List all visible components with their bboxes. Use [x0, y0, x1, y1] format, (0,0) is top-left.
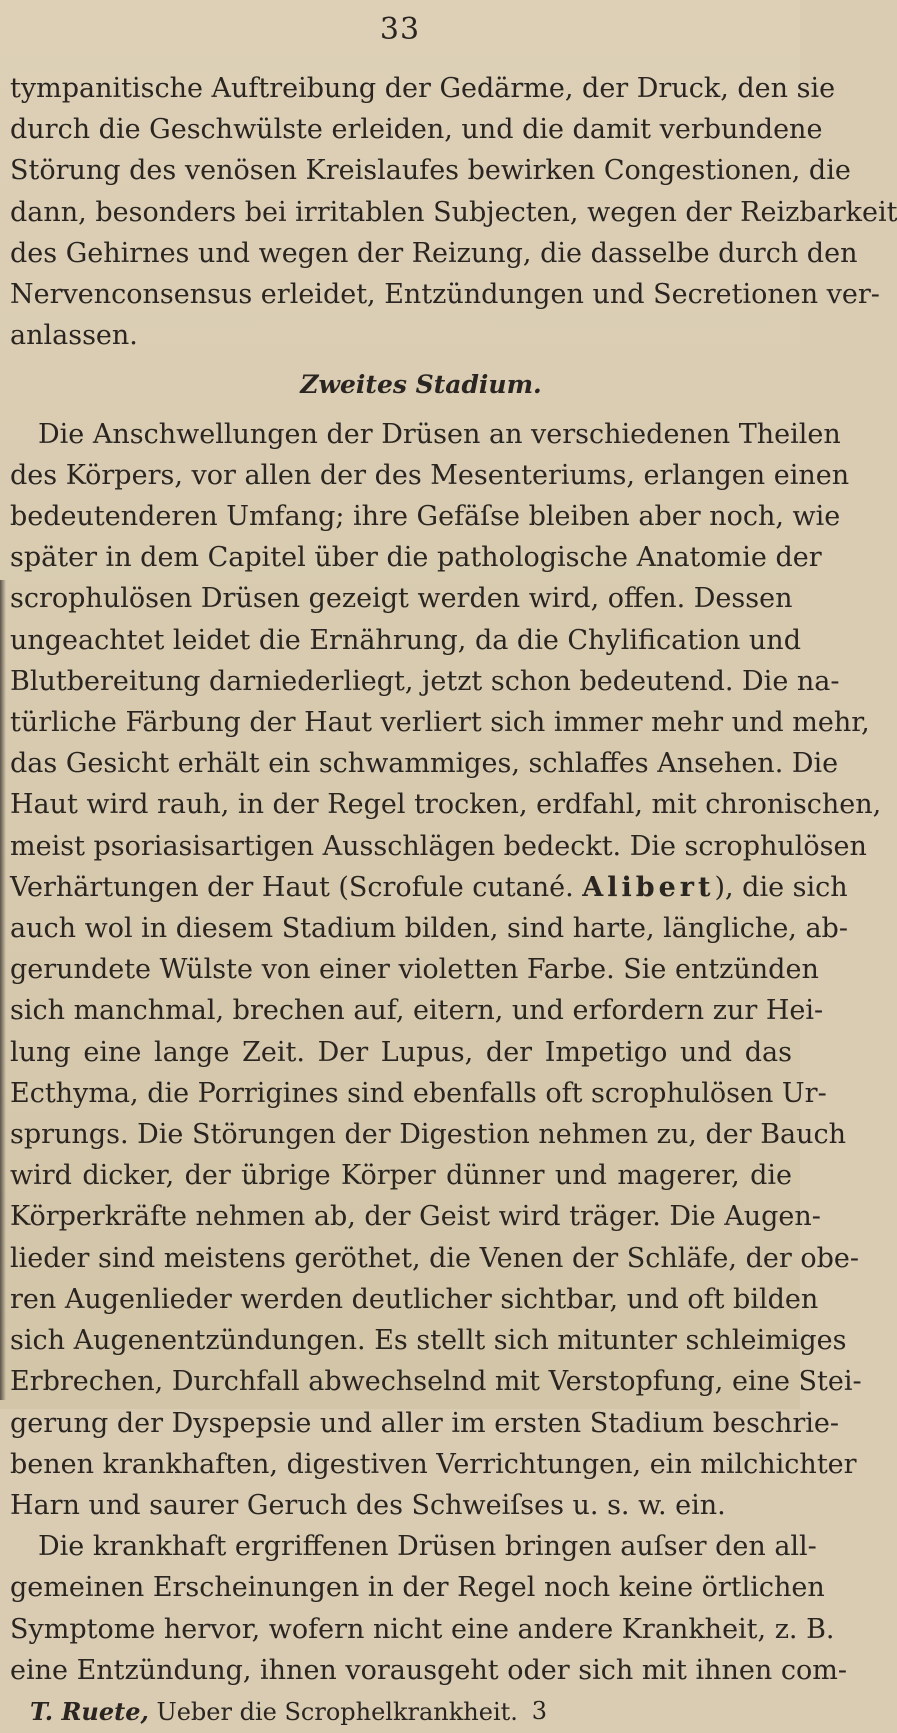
text-line: auch wol in diesem Stadium bilden, sind harte, längliche, ab-: [10, 913, 848, 945]
text-line: gerung der Dyspepsie und aller im ersten Stadium beschrie-: [10, 1407, 839, 1439]
text-line: eine Entzündung, ihnen vorausgeht oder sich mit ihnen com-: [10, 1654, 847, 1686]
text-line: des Gehirnes und wegen der Reizung, die dasselbe durch den: [10, 237, 858, 269]
page-edge-shadow: [0, 580, 6, 1400]
text-line-alibert: [10, 867, 848, 908]
text-line: ren Augenlieder werden deutlicher sichtbar, und oft bilden: [10, 1283, 819, 1315]
body-text: [10, 68, 897, 1733]
text-line: sich manchmal, brechen auf, eitern, und erfordern zur Hei-: [10, 995, 824, 1027]
text-line: lung eine lange Zeit. Der Lupus, der Impetigo und das: [10, 1036, 792, 1068]
text-line: scrophulösen Drüsen gezeigt werden wird, offen. Dessen: [10, 583, 793, 615]
text-line: benen krankhaften, digestiven Verrichtungen, ein milchichter: [10, 1448, 857, 1480]
section-heading: Zweites Stadium.: [300, 370, 542, 400]
text-line: Symptome hervor, wofern nicht eine andere Krankheit, z. B.: [10, 1613, 835, 1645]
text-line: Körperkräfte nehmen ab, der Geist wird träger. Die Augen-: [10, 1201, 821, 1233]
text-line: Die krankhaft ergriffenen Drüsen bringen auſser den all-: [38, 1531, 817, 1563]
footer-citation: [30, 1691, 518, 1733]
text-line: Erbrechen, Durchfall abwechselnd mit Verstopfung, eine Stei-: [10, 1366, 862, 1398]
text-line: ungeachtet leidet die Ernährung, da die Chylification und: [10, 624, 801, 656]
text-line: wird dicker, der übrige Körper dünner und magerer, die: [10, 1160, 792, 1192]
text-line: Harn und saurer Geruch des Schweiſses u. s. w. ein.: [10, 1489, 726, 1521]
page-footer: [10, 1691, 792, 1733]
text-fragment: Verhärtungen der Haut (Scrofule cutané.: [10, 871, 583, 903]
text-line: Ecthyma, die Porrigines sind ebenfalls oft scrophulösen Ur-: [10, 1077, 827, 1109]
page-number: 33: [379, 12, 421, 47]
text-line: gerundete Wülste von einer violetten Farbe. Sie entzünden: [10, 954, 819, 986]
text-line: Störung des venösen Kreislaufes bewirken Congestionen, die: [10, 155, 851, 187]
text-line: lieder sind meistens geröthet, die Venen der Schläfe, der obe-: [10, 1242, 859, 1274]
text-fragment: ), die sich: [714, 871, 848, 903]
text-line: des Körpers, vor allen der des Mesenteriums, erlangen einen: [10, 459, 850, 491]
text-line: dann, besonders bei irritablen Subjecten, wegen der Reizbarkeit: [10, 196, 897, 228]
footer-title: Ueber die Scrophelkrankheit.: [156, 1697, 518, 1726]
text-line: gemeinen Erscheinungen in der Regel noch keine örtlichen: [10, 1572, 825, 1604]
text-line: bedeutenderen Umfang; ihre Gefäſse bleiben aber noch, wie: [10, 501, 841, 533]
text-line: anlassen.: [10, 320, 138, 352]
text-line: meist psoriasisartigen Ausschlägen bedeckt. Die scrophulösen: [10, 830, 867, 862]
text-line: Nervenconsensus erleidet, Entzündungen und Secretionen ver-: [10, 279, 880, 311]
text-line: türliche Färbung der Haut verliert sich immer mehr und mehr,: [10, 707, 870, 739]
text-line: später in dem Capitel über die pathologische Anatomie der: [10, 542, 822, 574]
text-line: das Gesicht erhält ein schwammiges, schlaffes Ansehen. Die: [10, 748, 839, 780]
signature-mark: 3: [531, 1696, 547, 1725]
text-line: durch die Geschwülste erleiden, und die damit verbundene: [10, 114, 823, 146]
text-line: sich Augenentzündungen. Es stellt sich mitunter schleimiges: [10, 1325, 847, 1357]
footer-author: T. Ruete,: [30, 1696, 149, 1726]
author-name-alibert: Alibert: [582, 871, 715, 903]
text-line: Blutbereitung darniederliegt, jetzt schon bedeutend. Die na-: [10, 665, 840, 697]
text-line: sprungs. Die Störungen der Digestion nehmen zu, der Bauch: [10, 1119, 847, 1151]
text-line: Die Anschwellungen der Drüsen an verschiedenen Theilen: [38, 418, 841, 450]
text-line: Haut wird rauh, in der Regel trocken, erdfahl, mit chronischen,: [10, 789, 882, 821]
text-line: tympanitische Auftreibung der Gedärme, der Druck, den sie: [10, 73, 836, 104]
